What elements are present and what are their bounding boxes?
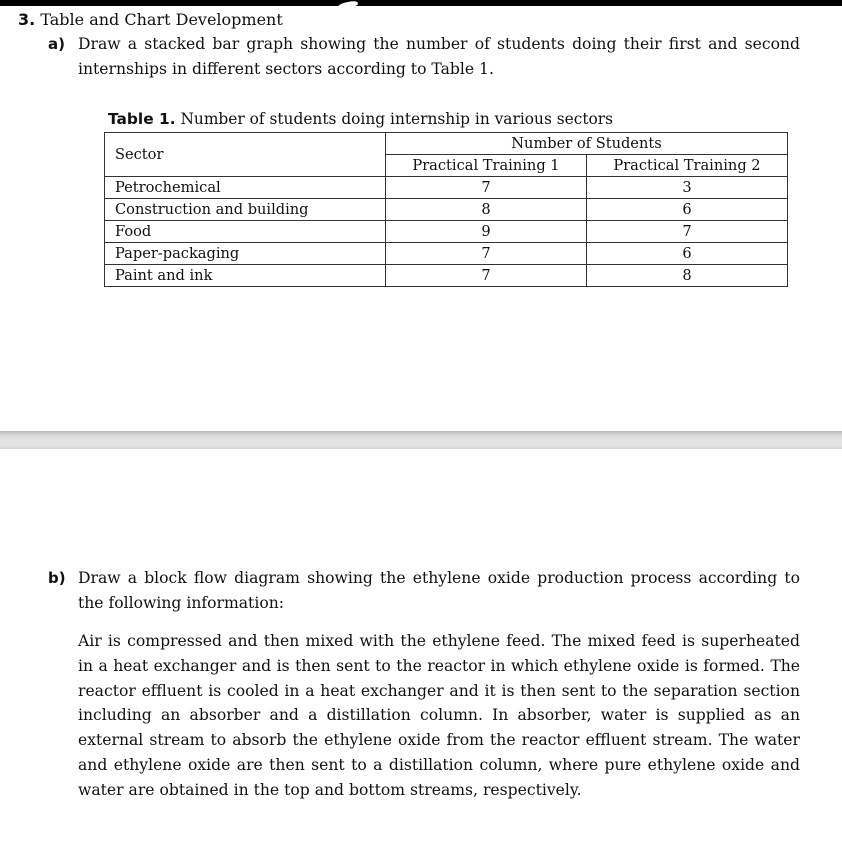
page-divider	[0, 431, 842, 449]
cell-sector: Paint and ink	[105, 265, 386, 287]
cell-pt1: 7	[386, 243, 587, 265]
cell-pt2: 8	[587, 265, 788, 287]
table-row	[105, 221, 788, 243]
part-a	[48, 32, 800, 82]
header-practical-training-1: Practical Training 1	[386, 155, 587, 177]
cell-pt1: 9	[386, 221, 587, 243]
table-caption-text: Number of students doing internship in various sectors	[175, 110, 614, 128]
internship-table	[104, 132, 788, 287]
table-row	[105, 199, 788, 221]
table-header-row	[105, 133, 788, 155]
question-title: Table and Chart Development	[40, 10, 283, 29]
part-b	[48, 566, 800, 616]
part-b-label: b)	[48, 569, 66, 587]
part-a-label: a)	[48, 35, 65, 53]
table-row	[105, 265, 788, 287]
cell-sector: Construction and building	[105, 199, 386, 221]
cell-pt1: 8	[386, 199, 587, 221]
cell-pt2: 6	[587, 243, 788, 265]
question-heading	[18, 9, 283, 31]
part-a-text: Draw a stacked bar graph showing the number of students doing their first and second internships in different sectors according to Table 1.	[78, 35, 800, 78]
part-b-text: Draw a block flow diagram showing the ethylene oxide production process according to the following information:	[78, 569, 800, 612]
top-black-band	[0, 0, 842, 6]
table-caption	[108, 108, 613, 130]
cell-pt1: 7	[386, 177, 587, 199]
header-number-of-students: Number of Students	[386, 133, 788, 155]
question-number: 3.	[18, 10, 36, 29]
table-row	[105, 243, 788, 265]
cell-pt2: 3	[587, 177, 788, 199]
cell-sector: Paper-packaging	[105, 243, 386, 265]
cell-sector: Food	[105, 221, 386, 243]
cell-pt2: 6	[587, 199, 788, 221]
cell-pt2: 7	[587, 221, 788, 243]
header-practical-training-2: Practical Training 2	[587, 155, 788, 177]
cell-pt1: 7	[386, 265, 587, 287]
table-row	[105, 177, 788, 199]
header-sector: Sector	[105, 133, 386, 177]
process-description: Air is compressed and then mixed with the ethylene feed. The mixed feed is superheated in a heat exchanger and is then sent to the reactor in which ethylene oxide is formed. The reactor effluent is cooled in a heat exchanger and it is then sent to the separation section including an absorber and a distillation column. In absorber, water is supplied as an external stream to absorb the ethylene oxide from the reactor effluent stream. The water and ethylene oxide are then sent to a distillation column, where pure ethylene oxide and water are obtained in the top and bottom streams, respectively.	[78, 632, 800, 799]
table-caption-label: Table 1.	[108, 110, 176, 128]
cell-sector: Petrochemical	[105, 177, 386, 199]
